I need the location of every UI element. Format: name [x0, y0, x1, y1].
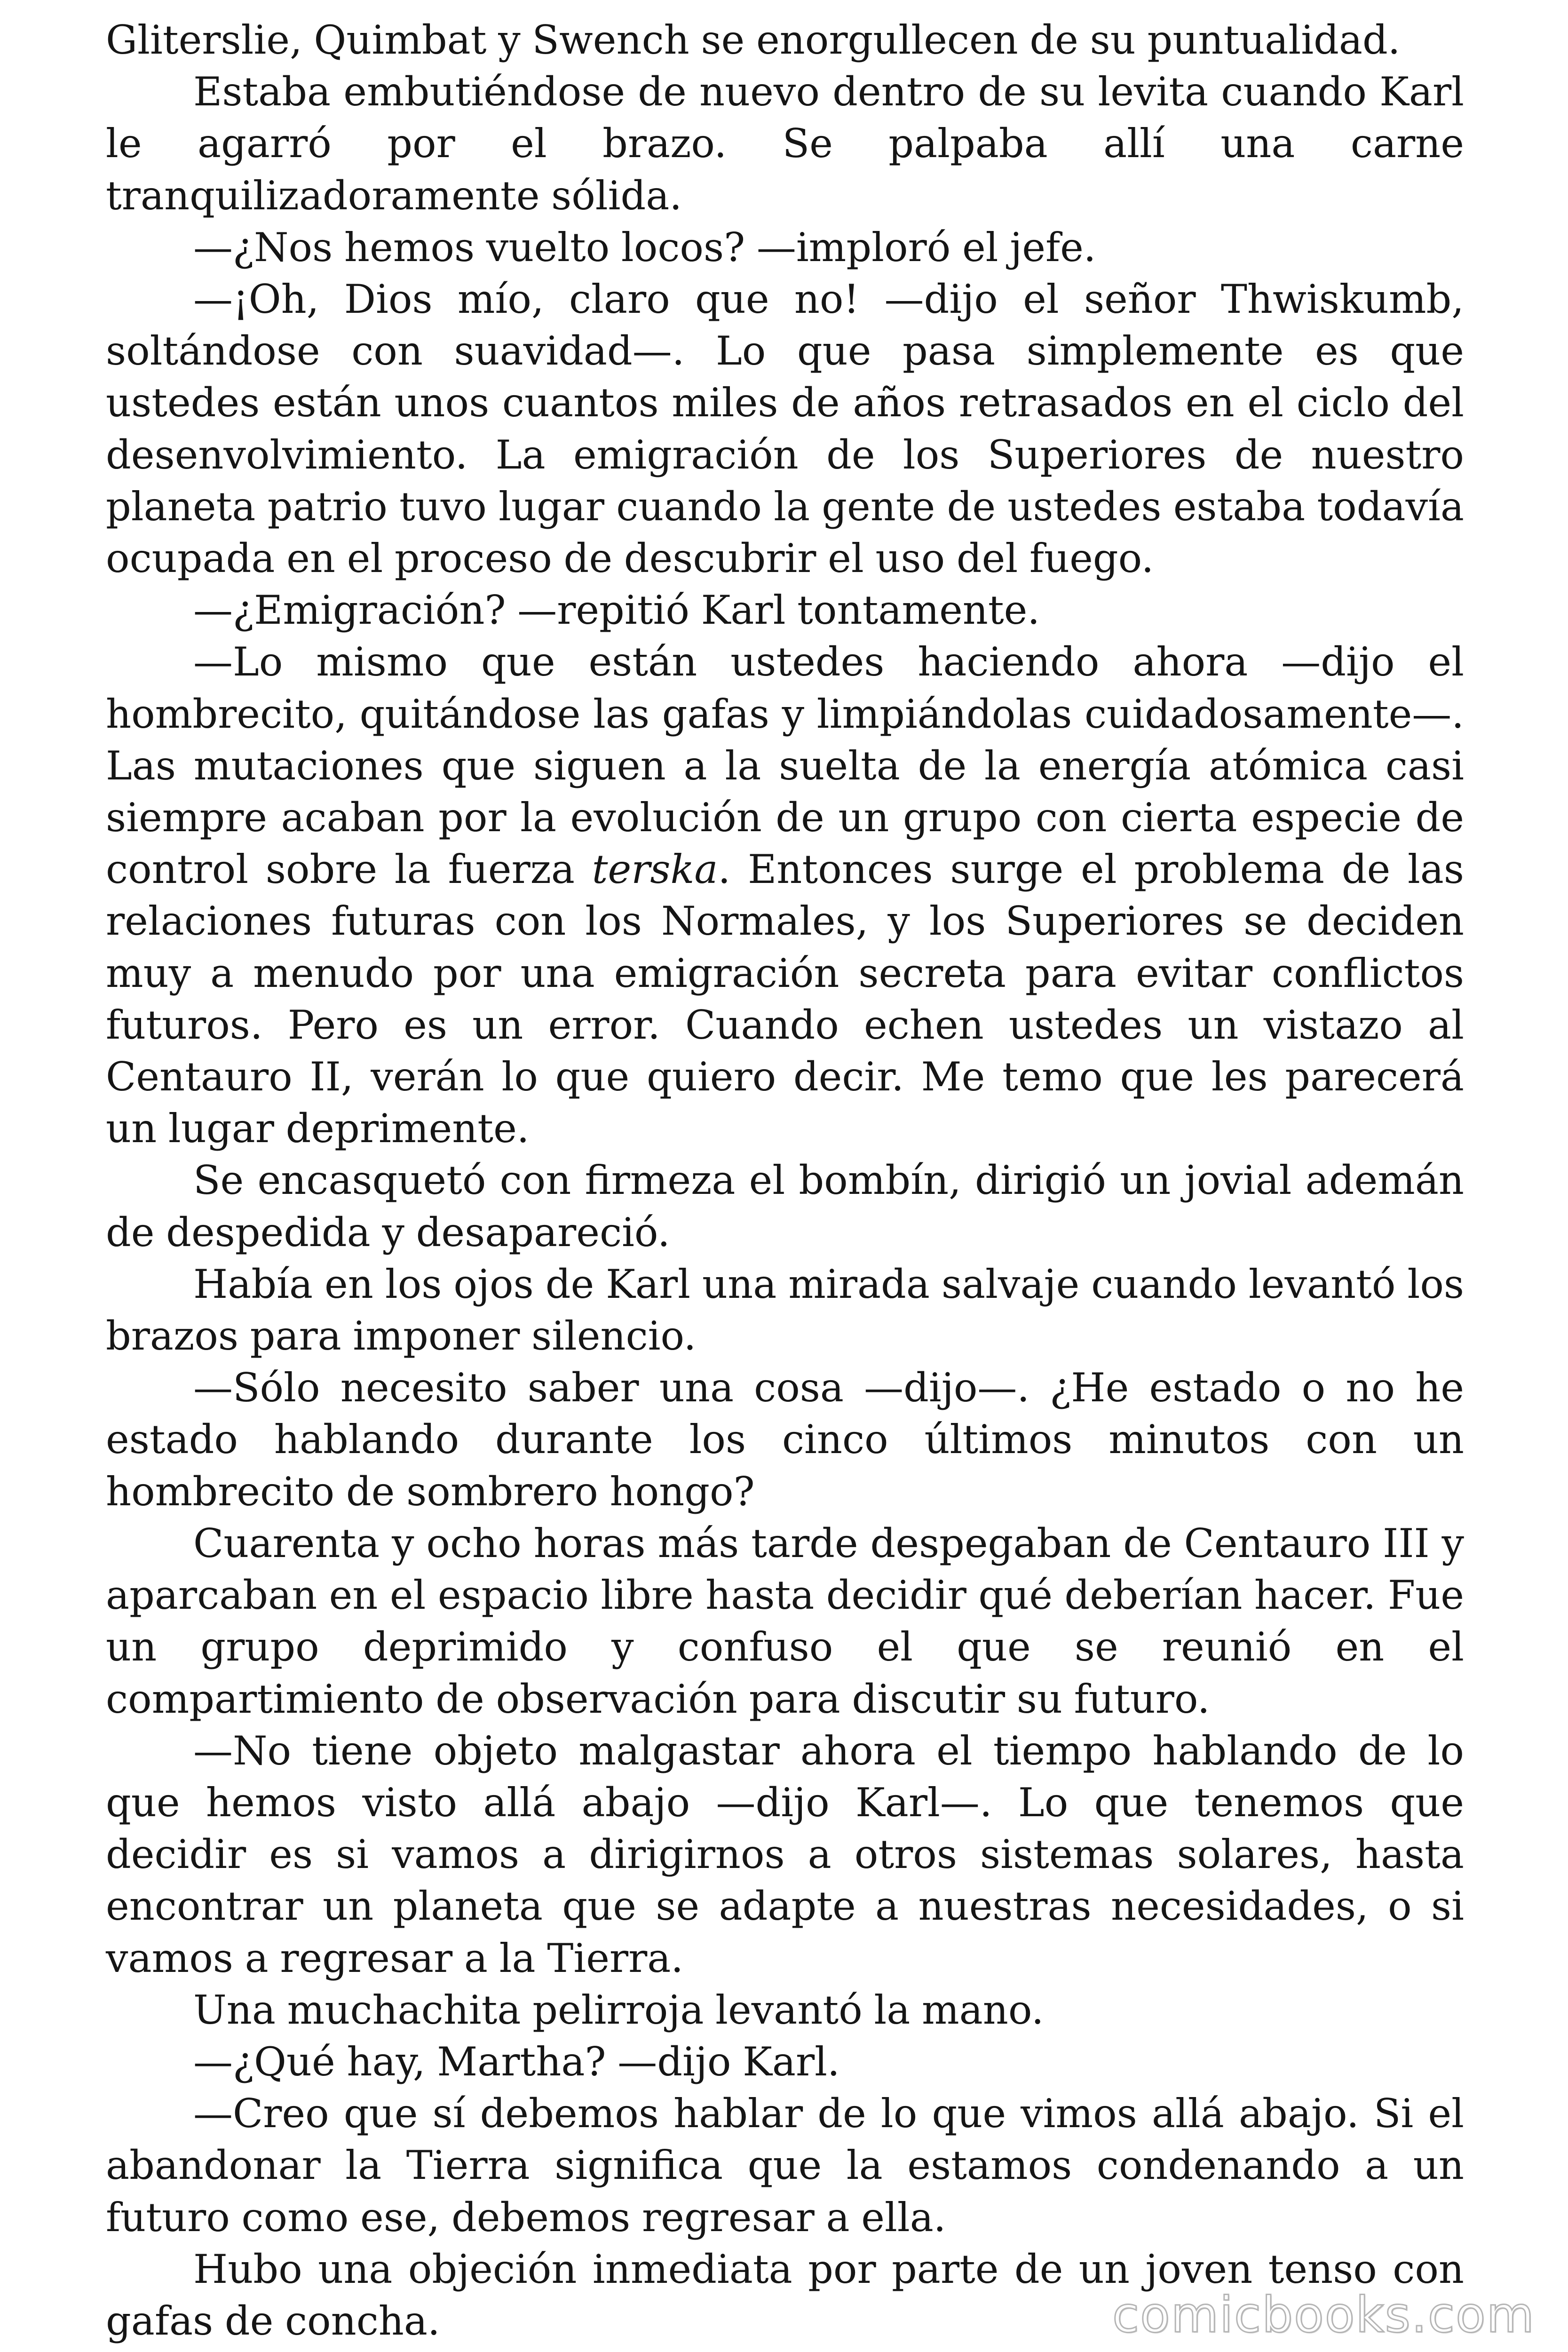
dialogue-paragraph: —¡Oh, Dios mío, claro que no! —dijo el señor Thwiskumb, soltándose con suavidad—. Lo que pasa simplemente es que ustedes están unos cuantos miles de años retrasados en el ciclo del desenvolvimiento. La emigración de los Superiores de nuestro planeta patrio tuvo lugar cuando la gente de ustedes estaba todavía ocupada en el proceso de descubrir el uso del fuego.	[106, 276, 1464, 582]
paragraph: Había en los ojos de Karl una mirada salvaje cuando levantó los brazos para imponer silencio.	[106, 1261, 1464, 1359]
dialogue-paragraph: —¿Nos hemos vuelto locos? —imploró el jefe.	[193, 224, 1096, 270]
dialogue-paragraph	[106, 636, 1464, 1154]
dialogue-paragraph: —No tiene objeto malgastar ahora el tiempo hablando de lo que hemos visto allá abajo —dijo Karl—. Lo que tenemos que decidir es si vamos a dirigirnos a otros sistemas solares, hasta encontrar un planeta que se adapte a nuestras necesidades, o si vamos a regresar a la Tierra.	[106, 1727, 1464, 1981]
dialogue-paragraph: —¿Emigración? —repitió Karl tontamente.	[193, 587, 1040, 634]
dialogue-paragraph: —Creo que sí debemos hablar de lo que vimos allá abajo. Si el abandonar la Tierra significa que la estamos condenando a un futuro como ese, debemos regresar a ella.	[106, 2090, 1464, 2241]
paragraph-text-before: —Lo mismo que están ustedes haciendo ahora —dijo el hombrecito, quitándose las gafas y limpiándolas cuidadosamente—. Las mutaciones que siguen a la suelta de la energía atómica casi siempre acaban por la evolución de un grupo con cierta especie de control sobre la fuerza	[106, 639, 1464, 893]
dialogue-paragraph: —¿Qué hay, Martha? —dijo Karl.	[193, 2038, 840, 2085]
italic-term: terska	[592, 846, 718, 893]
watermark: comicbooks.com	[1112, 2286, 1535, 2344]
paragraph: Cuarenta y ocho horas más tarde despegaban de Centauro III y aparcaban en el espacio libre hasta decidir qué deberían hacer. Fue un grupo deprimido y confuso el que se reunió en el compartimiento de observación para discutir su futuro.	[106, 1520, 1464, 1722]
paragraph-text-after: . Entonces surge el problema de las relaciones futuras con los Normales, y los Superiores se deciden muy a menudo por una emigración secreta para evitar conflictos futuros. Pero es un error. Cuando echen ustedes un vistazo al Centauro II, verán lo que quiero decir. Me temo que les parecerá un lugar deprimente.	[106, 846, 1464, 1152]
paragraph: Estaba embutiéndose de nuevo dentro de su levita cuando Karl le agarró por el brazo. Se palpaba allí una carne tranquilizadoramente sólida.	[106, 69, 1464, 219]
dialogue-paragraph: —Sólo necesito saber una cosa —dijo—. ¿He estado o no he estado hablando durante los cinco últimos minutos con un hombrecito de sombrero hongo?	[106, 1365, 1464, 1515]
paragraph: Hubo una objeción inmediata por parte de un joven tenso con gafas de concha.	[106, 2246, 1464, 2344]
paragraph: Una muchachita pelirroja levantó la mano.	[193, 1986, 1044, 2033]
paragraph: Se encasquetó con firmeza el bombín, dirigió un jovial ademán de despedida y desapareció.	[106, 1157, 1464, 1255]
book-page-text	[106, 14, 1464, 2347]
paragraph: Gliterslie, Quimbat y Swench se enorgullecen de su puntualidad.	[106, 17, 1401, 63]
